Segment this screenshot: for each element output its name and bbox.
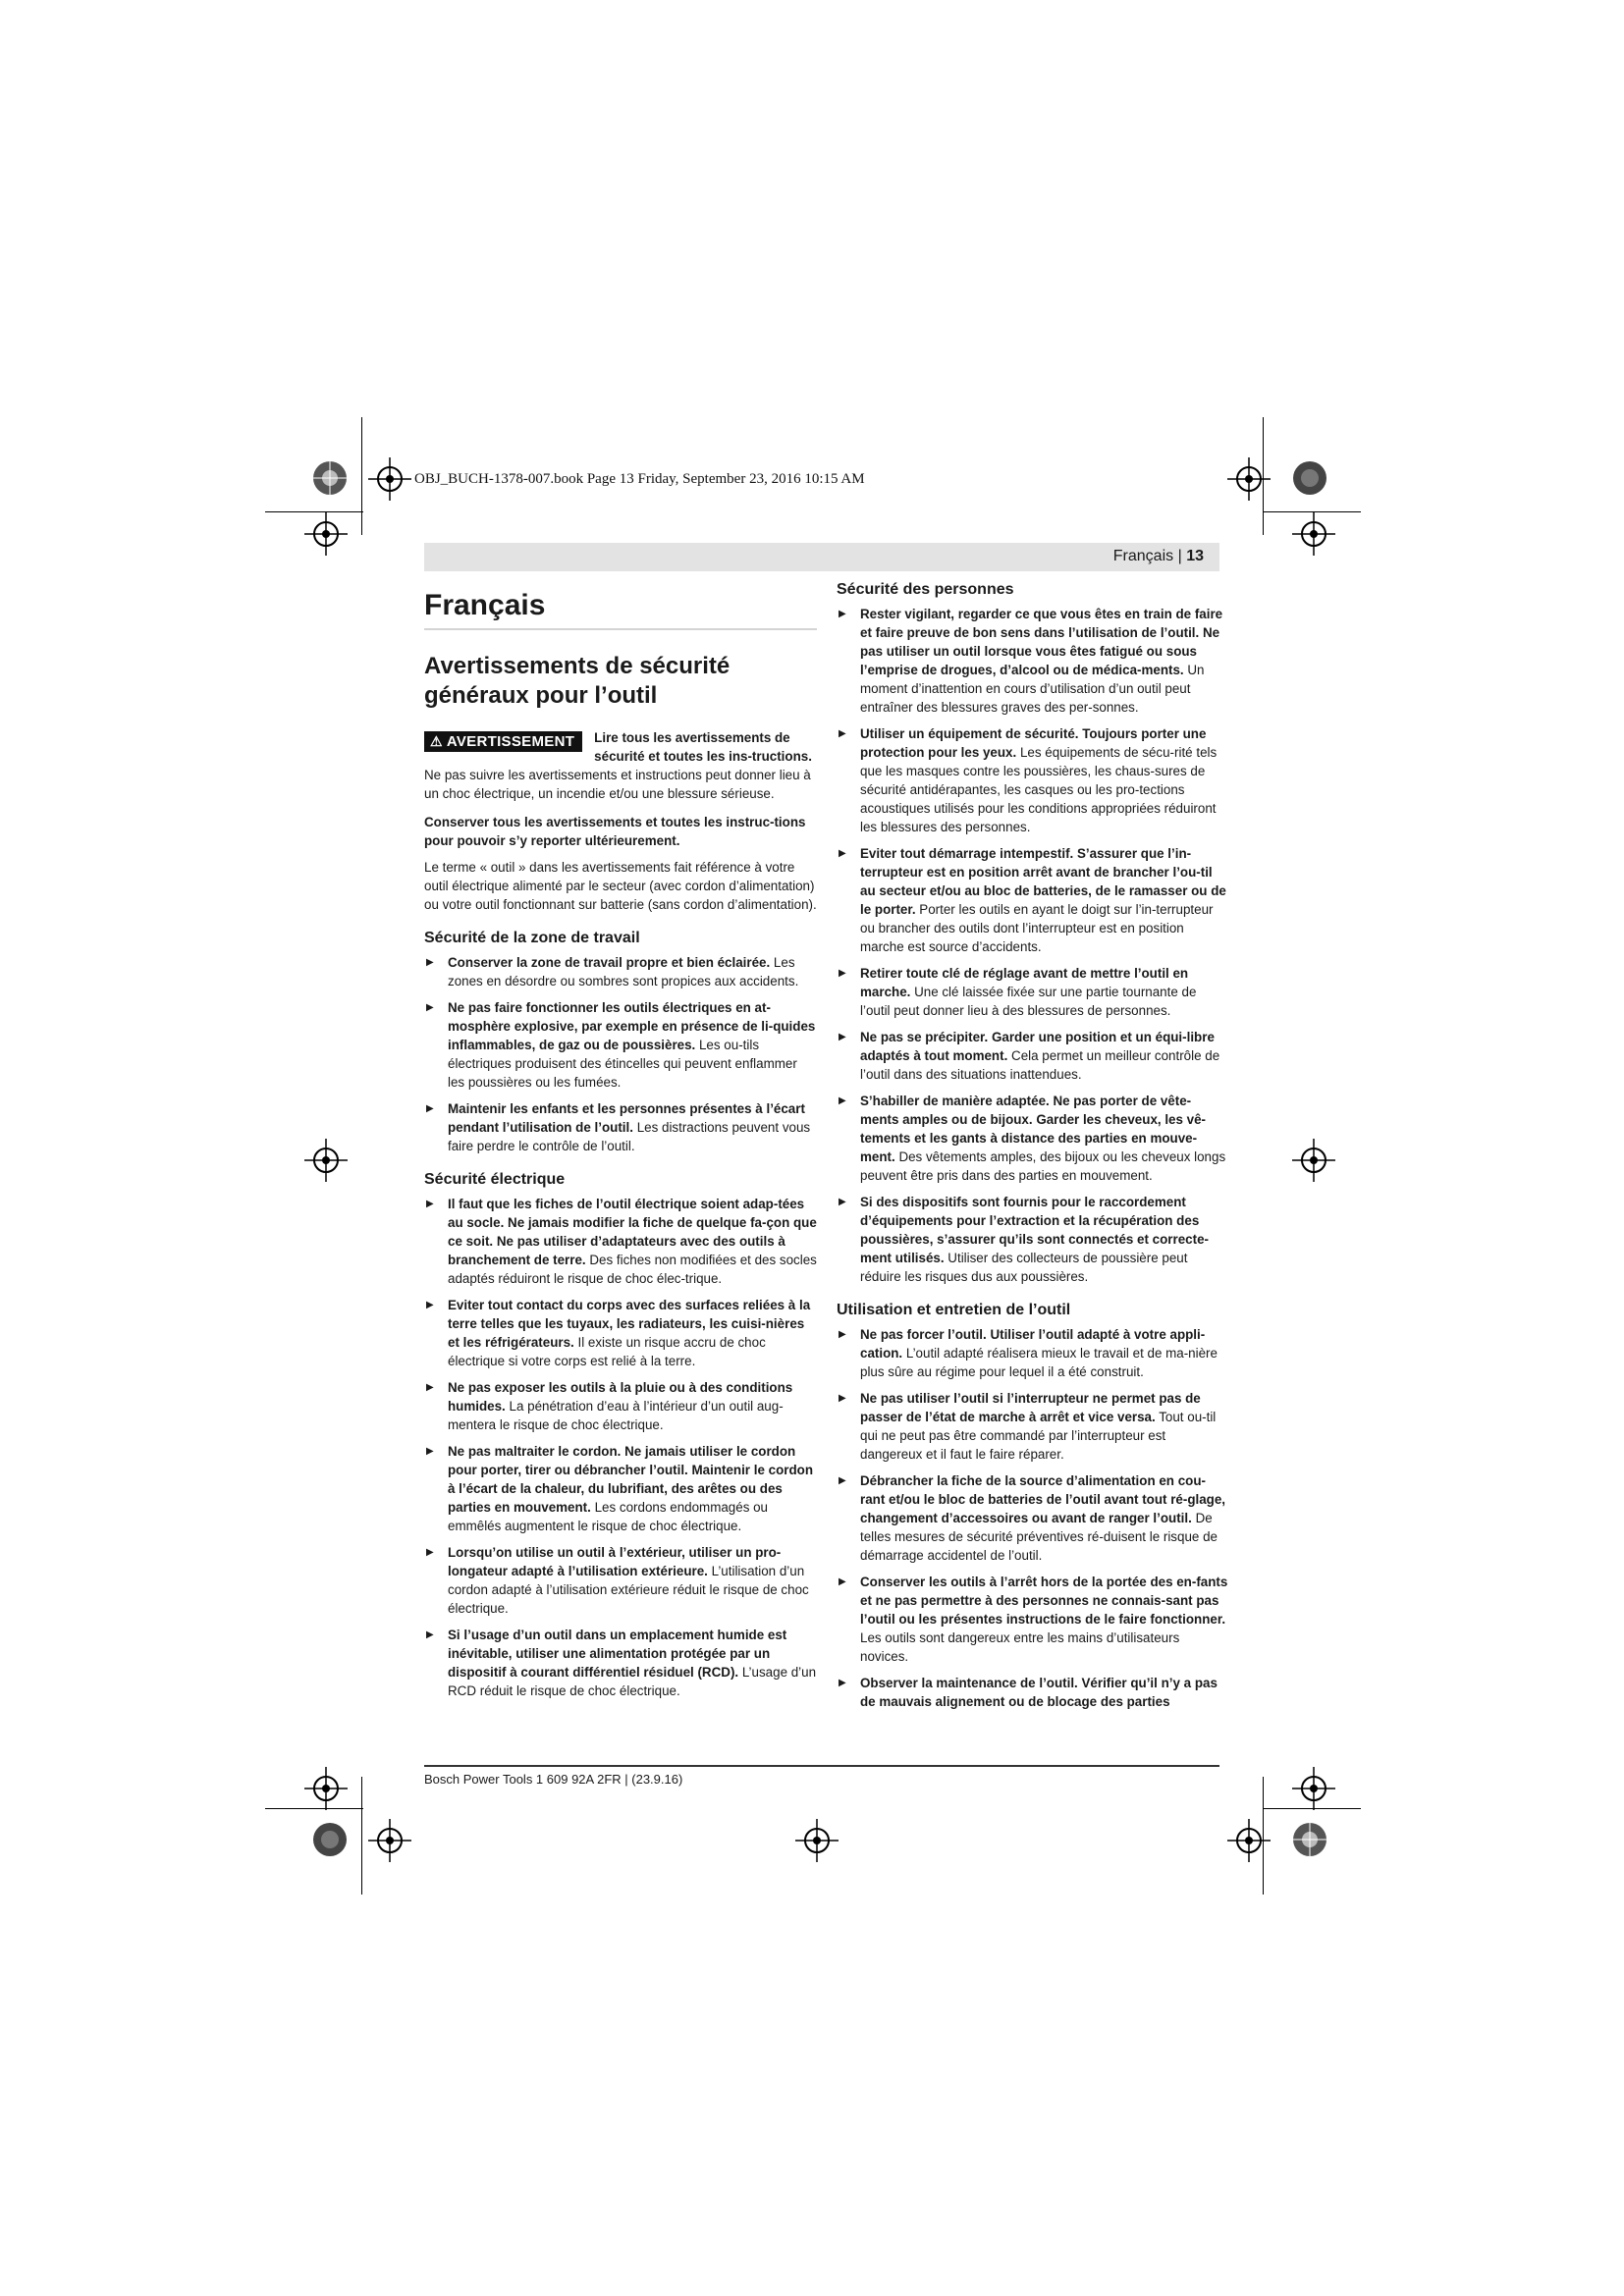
- header-separator: |: [1177, 548, 1182, 564]
- section-title: Avertissements de sécurité généraux pour l’outil: [424, 653, 731, 709]
- warning-lead-bold: Lire tous les avertissements de sécurité et toutes les ins-tructions.: [594, 730, 812, 764]
- section-heading-work-area: Sécurité de la zone de travail: [424, 930, 640, 946]
- list-item: ▶ Ne pas maltraiter le cordon. Ne jamais utiliser le cordon pour porter, tirer ou débrancher l’outil. Maintenir le cordon à l’écart de la chaleur, du lubrifiant, des arêtes ou des parties en mouvement. Les cordons endommagés ou emmêlés augmentent le risque de choc électrique.: [426, 1444, 814, 1533]
- list-item: ▶ Il faut que les fiches de l’outil électrique soient adap-tées au socle. Ne jamais modifier la fiche de quelque fa-çon que ce soit. Ne pas utiliser d’adaptateurs avec des outils à branchement de terre. Des fiches non modifiées et des socles adaptés réduiront le risque de choc élec-trique.: [426, 1197, 817, 1286]
- crop-line: [361, 417, 362, 535]
- crop-line: [1263, 1808, 1361, 1809]
- list-item: ▶ Conserver la zone de travail propre et bien éclairée. Les zones en désordre ou sombres sont propices aux accidents.: [426, 955, 799, 988]
- list-item: ▶ Débrancher la fiche de la source d’alimentation en cou-rant et/ou le bloc de batteries de l’outil avant tout ré-glage, changement d’accessoires ou avant de ranger l’outil. De telles mesures de sécurité préventives ré-duisent le risque de démarrage accidentel de l’outil.: [839, 1473, 1226, 1563]
- bullet-triangle-icon: ▶: [839, 1576, 846, 1587]
- crop-line: [1263, 1777, 1264, 1895]
- registration-mark: [1291, 1821, 1328, 1863]
- list-item: ▶ Ne pas forcer l’outil. Utiliser l’outil adapté à votre appli-cation. L’outil adapté réalisera mieux le travail et de ma-nière plus sûre au régime pour lequel il a été construit.: [839, 1327, 1218, 1379]
- bullet-triangle-icon: ▶: [839, 1197, 846, 1207]
- bullet-triangle-icon: ▶: [426, 957, 434, 968]
- crosshair-mark: [368, 457, 411, 506]
- crosshair-mark: [795, 1819, 839, 1867]
- warning-badge-label: AVERTISSEMENT: [446, 733, 575, 750]
- page-footer: Bosch Power Tools 1 609 92A 2FR | (23.9.16): [424, 1772, 683, 1787]
- list-item: ▶ Ne pas utiliser l’outil si l’interrupteur ne permet pas de passer de l’état de marche à arrêt et vice versa. Tout ou-til qui ne peut pas être commandé par l’interrupteur est dangereux et il faut le faire réparer.: [839, 1391, 1217, 1462]
- bullet-triangle-icon: ▶: [839, 1095, 846, 1106]
- bullet-triangle-icon: ▶: [426, 1103, 434, 1114]
- title-rule: [424, 628, 817, 630]
- crop-line: [1263, 511, 1361, 512]
- bullet-triangle-icon: ▶: [426, 1547, 434, 1558]
- crosshair-mark: [1227, 457, 1271, 506]
- crosshair-mark: [1292, 1139, 1335, 1187]
- warning-lead-text: Ne pas suivre les avertissements et instructions peut donner lieu à un choc électrique, un incendie et/ou une blessure sérieuse.: [424, 768, 811, 801]
- bullet-triangle-icon: ▶: [426, 1629, 434, 1640]
- bullet-triangle-icon: ▶: [839, 1393, 846, 1404]
- bullet-triangle-icon: ▶: [426, 1446, 434, 1457]
- print-slug: OBJ_BUCH-1378-007.book Page 13 Friday, September 23, 2016 10:15 AM: [414, 471, 865, 487]
- list-item: ▶ Eviter tout démarrage intempestif. S’assurer que l’in-terrupteur est en position arrêt avant de brancher l’ou-til au secteur et/ou au bloc de batteries, de le ramasser ou de le porter. Porter les outils en ayant le doigt sur l’in-terrupteur ou brancher des outils dont l’interrupteur est en position marche est source d’accidents.: [839, 846, 1226, 954]
- list-item: ▶ Retirer toute clé de réglage avant de mettre l’outil en marche. Une clé laissée fixée sur une partie tournante de l’outil peut donner lieu à des blessures de personnes.: [839, 966, 1197, 1018]
- left-column: [424, 581, 817, 1708]
- bullet-triangle-icon: ▶: [426, 1002, 434, 1013]
- section-heading-electrical: Sécurité électrique: [424, 1171, 566, 1188]
- crosshair-mark: [1292, 512, 1335, 561]
- list-item: ▶ Lorsqu’on utilise un outil à l’extérieur, utiliser un pro-longateur adapté à l’utilisation extérieure. L’utilisation d’un cordon adapté à l’utilisation extérieure réduit le risque de choc électrique.: [426, 1545, 809, 1616]
- bullet-triangle-icon: ▶: [426, 1300, 434, 1310]
- list-item: ▶ Maintenir les enfants et les personnes présentes à l’écart pendant l’utilisation de l’outil. Les distractions peuvent vous faire perdre le contrôle de l’outil.: [426, 1101, 811, 1153]
- bullet-triangle-icon: ▶: [839, 1329, 846, 1340]
- crop-line: [265, 1808, 363, 1809]
- section-heading-personal: Sécurité des personnes: [837, 581, 1014, 598]
- section-heading-tool-use: Utilisation et entretien de l’outil: [837, 1302, 1071, 1318]
- warning-triangle-icon: ⚠: [430, 733, 443, 749]
- page-title: Français: [424, 589, 546, 621]
- crosshair-mark: [368, 1819, 411, 1867]
- list-item: ▶ Utiliser un équipement de sécurité. Toujours porter une protection pour les yeux. Les équipements de sécu-rité tels que les masques contre les poussières, les chaus-sures de sécurité antidérapantes, les casques ou les pro-tections acoustiques utilisés pour les conditions appropriées réduiront les blessures des personnes.: [839, 726, 1218, 834]
- bullet-triangle-icon: ▶: [839, 848, 846, 859]
- keep-instructions: Conserver tous les avertissements et toutes les instruc-tions pour pouvoir s’y reporter ultérieurement.: [424, 815, 806, 848]
- page-number: 13: [1186, 548, 1204, 564]
- list-item: ▶ Eviter tout contact du corps avec des surfaces reliées à la terre telles que les tuyaux, les radiateurs, les cuisi-nières et les réfrigérateurs. Il existe un risque accru de choc électrique si votre corps est relié à la terre.: [426, 1298, 811, 1368]
- list-item: ▶ Ne pas se précipiter. Garder une position et un équi-libre adaptés à tout moment. Cela permet un meilleur contrôle de l’outil dans des situations inattendues.: [839, 1030, 1220, 1082]
- bullet-triangle-icon: ▶: [839, 1475, 846, 1486]
- registration-mark: [311, 1821, 349, 1863]
- bullet-triangle-icon: ▶: [839, 728, 846, 739]
- list-item: ▶ Observer la maintenance de l’outil. Vérifier qu’il n’y a pas de mauvais alignement ou de blocage des parties: [839, 1676, 1218, 1709]
- bullet-triangle-icon: ▶: [426, 1199, 434, 1209]
- bullet-triangle-icon: ▶: [839, 1678, 846, 1688]
- crosshair-mark: [304, 1139, 348, 1187]
- list-item: ▶ Conserver les outils à l’arrêt hors de la portée des en-fants et ne pas permettre à des personnes ne connais-sant pas l’outil ou les présentes instructions de le faire fonctionner. Les outils sont dangereux entre les mains d’utilisateurs novices.: [839, 1575, 1228, 1664]
- crosshair-mark: [1227, 1819, 1271, 1867]
- right-column: [837, 581, 1229, 1719]
- bullet-triangle-icon: ▶: [839, 1032, 846, 1042]
- warning-block: [424, 728, 817, 803]
- list-item: ▶ S’habiller de manière adaptée. Ne pas porter de vête-ments amples ou de bijoux. Garder les cheveux, les vê-tements et les gants à distance des parties en mouve-ment. Des vêtements amples, des bijoux ou les cheveux longs peuvent être pris dans des parties en mouvement.: [839, 1094, 1226, 1183]
- list-item: ▶ Rester vigilant, regarder ce que vous êtes en train de faire et faire preuve de bon sens dans l’utilisation de l’outil. Ne pas utiliser un outil lorsque vous êtes fatigué ou sous l’emprise de drogues, d’alcool ou de médica-ments. Un moment d’inattention en cours d’utilisation d’un outil peut entraîner des blessures graves des per-sonnes.: [839, 607, 1223, 715]
- warning-badge: [424, 731, 582, 752]
- bullet-triangle-icon: ▶: [839, 968, 846, 979]
- bullet-triangle-icon: ▶: [839, 609, 846, 619]
- list-item: ▶ Si l’usage d’un outil dans un emplacement humide est inévitable, utiliser une alimentation protégée par un dispositif à courant différentiel résiduel (RCD). L’usage d’un RCD réduit le risque de choc électrique.: [426, 1628, 817, 1698]
- crosshair-mark: [304, 512, 348, 561]
- registration-mark: [311, 459, 349, 502]
- list-item: ▶ Ne pas faire fonctionner les outils électriques en at-mosphère explosive, par exemple en présence de li-quides inflammables, de gaz ou de poussières. Les ou-tils électriques produisent des étincelles qui peuvent enflammer les poussières ou les fumées.: [426, 1000, 816, 1090]
- footer-rule: [424, 1765, 1219, 1767]
- crop-line: [1263, 417, 1264, 535]
- crop-line: [361, 1777, 362, 1895]
- header-language: Français: [1112, 548, 1174, 564]
- bullet-triangle-icon: ▶: [426, 1382, 434, 1393]
- term-definition: Le terme « outil » dans les avertissements fait référence à votre outil électrique alimenté par le secteur (avec cordon d’alimentation) ou votre outil fonctionnant sur batterie (sans cordon d’alimentation).: [424, 860, 817, 912]
- registration-mark: [1291, 459, 1328, 502]
- list-item: ▶ Si des dispositifs sont fournis pour le raccordement d’équipements pour l’extraction et la récupération des poussières, s’assurer qu’ils sont connectés et correcte-ment utilisés. Utiliser des collecteurs de poussière peut réduire les risques dus aux poussières.: [839, 1195, 1209, 1284]
- page-indicator: [1113, 548, 1204, 565]
- crop-line: [265, 511, 363, 512]
- list-item: ▶ Ne pas exposer les outils à la pluie ou à des conditions humides. La pénétration d’eau à l’intérieur d’un outil aug-mentera le risque de choc électrique.: [426, 1380, 793, 1432]
- running-header: [424, 543, 1219, 571]
